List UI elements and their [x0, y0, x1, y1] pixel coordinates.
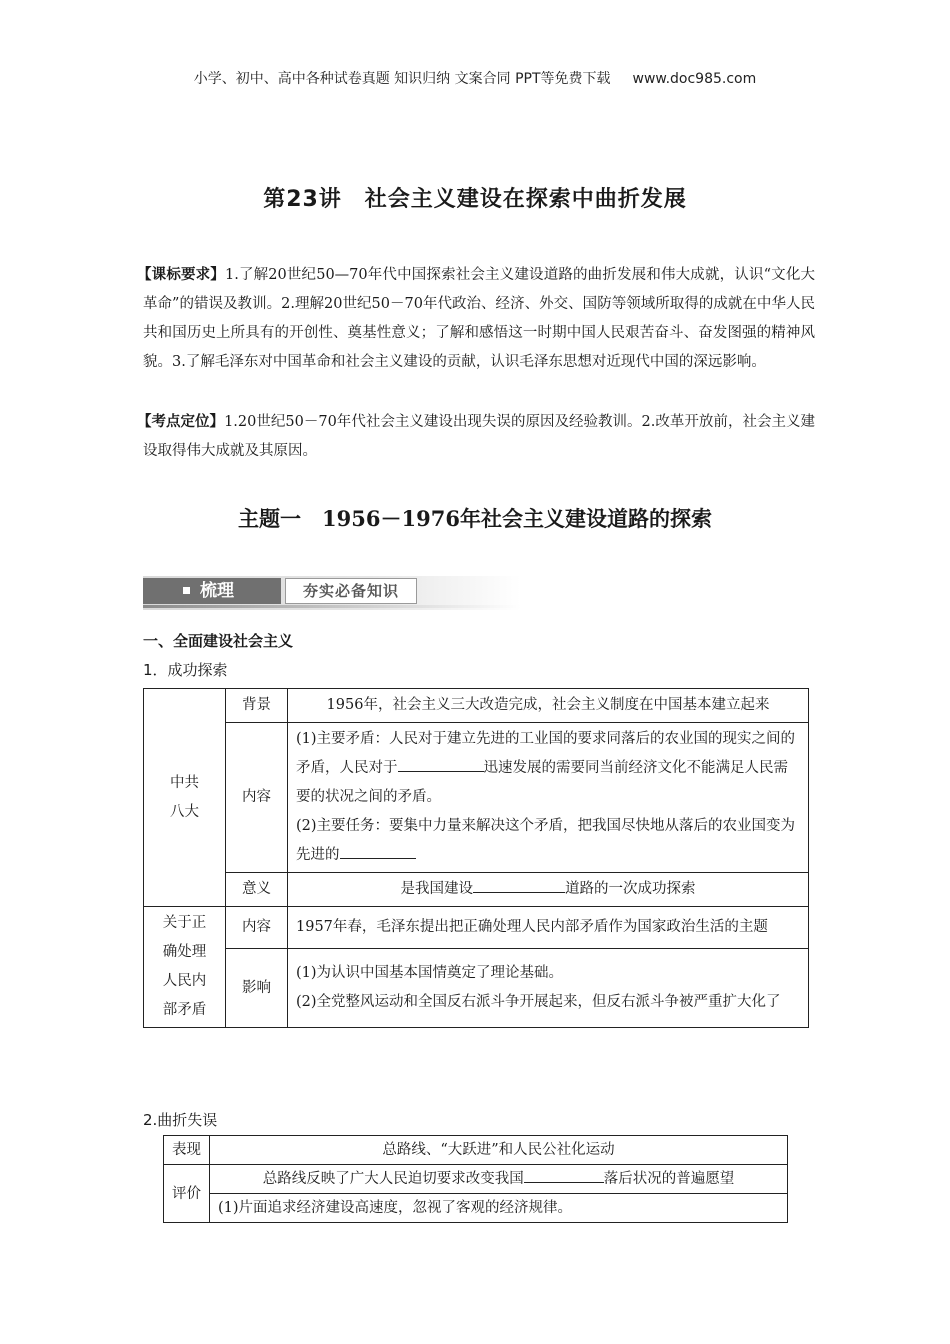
- requirements-text: 1.了解20世纪50—70年代中国探索社会主义建设道路的曲折发展和伟大成就，认识“文化大革命”的错误及教训。2.理解20世纪50－70年代政治、经济、外交、国防等领域所取得的成就在中华人民共和国历史上所具有的开创性、奠基性意义；了解和感悟这一时期中国人民艰苦奋斗、奋发图强的精神风貌。3.了解毛泽东对中国革命和社会主义建设的贡献，认识毛泽东思想对近现代中国的深远影响。: [143, 267, 815, 370]
- eval-2: (1)片面追求经济建设高速度，忽视了客观的经济规律。: [210, 1194, 788, 1223]
- banner-left-label: 梳理: [200, 581, 234, 601]
- header-site[interactable]: www.doc985.com: [632, 71, 757, 87]
- impact-1: (1)为认识中国基本国情奠定了理论基础。: [296, 965, 564, 982]
- lecture-title: 第23讲 社会主义建设在探索中曲折发展: [263, 187, 687, 212]
- fill-blank[interactable]: [398, 756, 484, 772]
- positioning-text: 1.20世纪50－70年代社会主义建设出现失误的原因及经验教训。2.改革开放前，社会主义建设取得伟大成就及其原因。: [143, 414, 815, 459]
- content-1a: (1)主要矛盾：人民对于建立先进的工业国的要求同落后的农业国的现实之间的矛盾，人民对于: [296, 731, 796, 776]
- impact-cell: [288, 949, 809, 1028]
- show-text: 总路线、“大跃进”和人民公社化运动: [210, 1136, 788, 1165]
- group2-line2: 确处理: [162, 944, 207, 960]
- meaning-cell: [288, 873, 809, 907]
- section-banner: [143, 576, 521, 610]
- page-header: [0, 68, 950, 88]
- fill-blank[interactable]: [473, 877, 565, 893]
- fill-blank[interactable]: [340, 843, 416, 859]
- exam-positioning: [137, 408, 815, 466]
- subsection-heading-2: 2.曲折失误: [143, 1111, 218, 1129]
- group2-line3: 人民内: [162, 973, 207, 989]
- positioning-tag: 【考点定位】: [137, 414, 225, 430]
- group-eighth-congress: [144, 689, 226, 907]
- show-label: 表现: [164, 1136, 210, 1165]
- content-2: (2)主要任务：要集中力量来解决这个矛盾，把我国尽快地从落后的农业国变为先进的: [296, 818, 796, 863]
- eval-label: 评价: [164, 1165, 210, 1223]
- requirements-tag: 【课标要求】: [137, 267, 225, 283]
- impact-2: (2)全党整风运动和全国反右派斗争开展起来，但反右派斗争被严重扩大化了: [296, 994, 781, 1011]
- group1-line1: 中共: [170, 774, 199, 791]
- bg-text: 1956年，社会主义三大改造完成，社会主义制度在中国基本建立起来: [288, 689, 809, 723]
- impact-label: 影响: [226, 949, 288, 1028]
- theme-heading: 主题一 1956－1976年社会主义建设道路的探索: [238, 506, 712, 531]
- group2-line4: 部矛盾: [162, 1002, 207, 1018]
- banner-left: [143, 578, 281, 604]
- subsection-heading-1: 1．成功探索: [143, 661, 228, 679]
- setbacks-table: [163, 1135, 788, 1223]
- eval-1: [210, 1165, 788, 1194]
- banner-underline: [143, 605, 521, 608]
- eval-1b: 落后状况的普遍愿望: [603, 1171, 735, 1187]
- g2-content-label: 内容: [226, 907, 288, 949]
- section-heading: 一、全面建设社会主义: [143, 632, 294, 650]
- group2-line1: 关于正: [162, 915, 207, 931]
- fill-blank[interactable]: [524, 1167, 604, 1183]
- eval-1a: 总路线反映了广大人民迫切要求改变我国: [262, 1171, 524, 1187]
- banner-right-label: 夯实必备知识: [285, 578, 417, 604]
- square-bullet-icon: [183, 587, 190, 594]
- content-label: 内容: [226, 723, 288, 873]
- success-exploration-table: [143, 688, 809, 1028]
- content-cell: [288, 723, 809, 873]
- meaning-label: 意义: [226, 873, 288, 907]
- content-1b: 迅速发展的需要同当前经济文化不能满足人民需要的状况之间的矛盾。: [296, 760, 788, 805]
- group-internal-contradictions: [144, 907, 226, 1028]
- bg-label: 背景: [226, 689, 288, 723]
- meaning-b: 道路的一次成功探索: [565, 881, 696, 897]
- group1-line2: 八大: [170, 803, 199, 820]
- meaning-a: 是我国建设: [400, 881, 473, 897]
- header-text: 小学、初中、高中各种试卷真题 知识归纳 文案合同 PPT等免费下载: [193, 71, 611, 87]
- g2-content-text: 1957年春，毛泽东提出把正确处理人民内部矛盾作为国家政治生活的主题: [288, 907, 809, 949]
- curriculum-requirements: [137, 261, 815, 377]
